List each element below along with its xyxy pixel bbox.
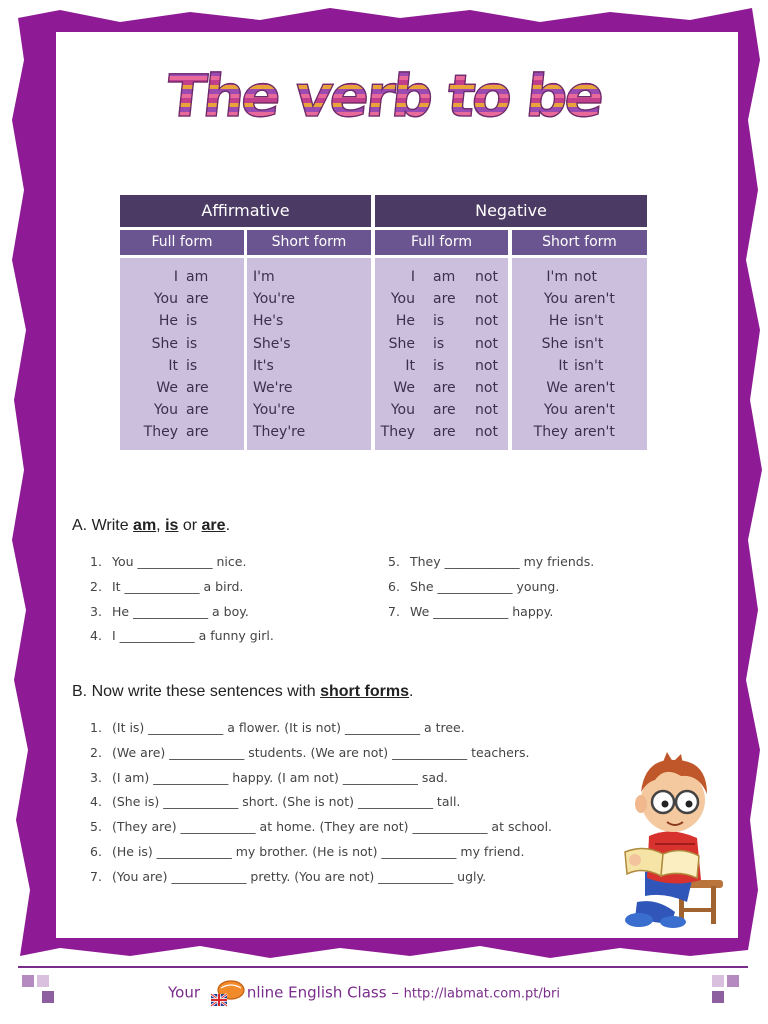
item-number: 4. — [90, 794, 102, 810]
exercise-item — [90, 624, 274, 649]
table-cell: She — [388, 335, 415, 352]
footer-online: nline English Class — [246, 983, 387, 1002]
item-text: We ____________ happy. — [410, 603, 554, 619]
item-number: 4. — [90, 628, 102, 644]
keyword-is: is — [165, 517, 179, 534]
item-number: 6. — [388, 578, 400, 594]
table-cell: is — [433, 313, 445, 330]
neg-short-form-cell — [512, 258, 647, 450]
decorative-square — [712, 975, 724, 987]
exercise-item — [388, 600, 594, 625]
table-cell: You — [543, 402, 568, 419]
exercise-item — [90, 865, 552, 890]
heading-text: B. Now write these sentences with — [72, 683, 321, 700]
table-cell: not — [475, 402, 498, 419]
table-cell: I'm — [253, 269, 275, 285]
affirmative-header: Affirmative — [120, 195, 371, 227]
item-text: (We are) ____________ students. (We are not) ____________ teachers. — [112, 744, 530, 760]
table-cell: not — [475, 424, 498, 441]
item-text: It ____________ a bird. — [112, 578, 244, 594]
item-text: I ____________ a funny girl. — [112, 628, 274, 644]
table-cell: not — [475, 313, 498, 330]
item-number: 6. — [90, 843, 102, 859]
item-number: 5. — [90, 819, 102, 835]
item-number: 1. — [90, 554, 102, 569]
keyword-short-forms: short forms — [320, 683, 410, 700]
table-cell: aren't — [574, 379, 615, 396]
neg-full-form-header: Full form — [375, 230, 508, 255]
footer-your: Your — [168, 983, 201, 1002]
heading-text: or — [178, 517, 202, 534]
item-text: He ____________ a boy. — [112, 603, 249, 619]
table-cell: isn't — [574, 335, 604, 352]
item-text: She ____________ young. — [410, 578, 560, 594]
table-cell: not — [475, 379, 498, 396]
table-cell: not — [475, 269, 498, 285]
exercise-item — [90, 716, 552, 741]
table-cell: are — [433, 379, 456, 396]
section-a-left-list — [90, 550, 274, 649]
table-cell: We — [546, 379, 568, 396]
table-cell: not — [475, 291, 498, 308]
item-text: (You are) ____________ pretty. (You are not) ____________ ugly. — [112, 868, 487, 884]
heading-text: A. Write — [72, 517, 134, 534]
exercise-item — [90, 741, 552, 766]
table-cell: are — [186, 402, 209, 419]
table-cell: aren't — [574, 424, 615, 441]
table-cell: is — [186, 313, 198, 330]
neg-short-pronouns — [512, 266, 568, 444]
table-cell: are — [186, 424, 209, 441]
item-number: 1. — [90, 720, 102, 735]
footer-line — [18, 966, 748, 968]
item-number: 5. — [388, 554, 400, 569]
table-cell: isn't — [574, 357, 604, 374]
item-number: 7. — [90, 868, 102, 884]
globe-logo-icon — [207, 978, 245, 1008]
exercise-item — [388, 575, 594, 600]
item-text: They ____________ my friends. — [410, 554, 595, 569]
table-cell: is — [433, 357, 445, 374]
exercise-item — [90, 575, 274, 600]
item-number: 2. — [90, 744, 102, 760]
table-cell: You're — [253, 402, 296, 419]
item-number: 3. — [90, 769, 102, 785]
exercise-item — [388, 550, 594, 575]
table-cell: It — [405, 357, 415, 374]
table-cell: are — [186, 379, 209, 396]
table-cell: They — [533, 424, 568, 441]
item-text: (She is) ____________ short. (She is not) ____________ tall. — [112, 794, 461, 810]
boy-reading-illustration — [615, 752, 733, 932]
table-cell: are — [433, 291, 456, 308]
exercise-item — [90, 790, 552, 815]
table-cell: You're — [253, 291, 296, 308]
heading-text: , — [156, 517, 166, 534]
table-cell: She — [151, 335, 178, 352]
item-text: (They are) ____________ at home. (They are not) ____________ at school. — [112, 819, 553, 835]
exercise-item — [90, 550, 274, 575]
table-cell: It's — [253, 357, 274, 374]
table-cell: He — [395, 313, 415, 330]
aff-short-form-cell — [247, 258, 371, 450]
neg-short-verbs — [574, 266, 644, 444]
table-cell: You — [543, 291, 568, 308]
table-cell: You — [390, 291, 415, 308]
heading-text: . — [409, 683, 414, 700]
table-cell: are — [433, 424, 456, 441]
table-cell: not — [475, 335, 498, 352]
footer-url-link[interactable]: http://labmat.com.pt/bri — [403, 986, 560, 1002]
decorative-square — [22, 975, 34, 987]
section-b-heading — [72, 683, 413, 701]
page-title: The verb to be — [0, 62, 768, 130]
table-cell: You — [390, 402, 415, 419]
table-cell: He — [548, 313, 568, 330]
table-cell: It — [558, 357, 568, 374]
heading-text: . — [225, 517, 231, 534]
section-a-right-list — [388, 550, 594, 624]
table-cell: It — [168, 357, 178, 374]
keyword-are: are — [201, 517, 226, 534]
neg-full-form-cell — [375, 258, 508, 450]
keyword-am: am — [133, 517, 157, 534]
table-cell: is — [186, 335, 198, 352]
table-cell: We — [156, 379, 178, 396]
section-b-list — [90, 716, 552, 890]
decorative-square — [727, 975, 739, 987]
item-text: (It is) ____________ a flower. (It is not) ____________ a tree. — [112, 720, 465, 735]
table-cell: I — [173, 269, 178, 285]
table-cell: is — [186, 357, 198, 374]
aff-short-forms — [253, 266, 363, 444]
decorative-square — [712, 991, 724, 1003]
item-text: You ____________ nice. — [112, 554, 247, 569]
table-cell: They — [380, 424, 415, 441]
exercise-item — [90, 815, 552, 840]
table-cell: She — [541, 335, 568, 352]
neg-short-form-header: Short form — [512, 230, 647, 255]
verb-table — [120, 195, 647, 450]
table-cell: He's — [253, 313, 284, 330]
table-cell: is — [433, 335, 445, 352]
table-cell: She's — [253, 335, 291, 352]
item-text: (He is) ____________ my brother. (He is not) ____________ my friend. — [112, 843, 525, 859]
decorative-square — [42, 991, 54, 1003]
table-cell: isn't — [574, 313, 604, 330]
neg-full-not — [475, 266, 507, 444]
item-number: 2. — [90, 578, 102, 594]
table-cell: He — [158, 313, 178, 330]
table-cell: I — [410, 269, 415, 285]
footer-dash: – — [386, 983, 404, 1002]
table-cell: They're — [253, 424, 306, 441]
exercise-item — [90, 600, 274, 625]
table-cell: We're — [253, 379, 293, 396]
table-cell: am — [433, 269, 456, 285]
table-cell: am — [186, 269, 209, 285]
aff-short-form-header: Short form — [247, 230, 371, 255]
aff-full-form-header: Full form — [120, 230, 244, 255]
item-number: 7. — [388, 603, 400, 619]
table-cell: aren't — [574, 291, 615, 308]
footer-text — [168, 978, 560, 1008]
item-number: 3. — [90, 603, 102, 619]
section-a-heading — [72, 517, 230, 535]
exercise-item — [90, 840, 552, 865]
table-cell: are — [433, 402, 456, 419]
table-cell: They — [143, 424, 178, 441]
table-cell: aren't — [574, 402, 615, 419]
table-cell: not — [574, 269, 597, 285]
neg-full-pronouns — [375, 266, 415, 444]
table-cell: are — [186, 291, 209, 308]
table-cell: You — [153, 402, 178, 419]
table-cell: I'm — [546, 269, 568, 285]
item-text: (I am) ____________ happy. (I am not) ____________ sad. — [112, 769, 448, 785]
decorative-square — [37, 975, 49, 987]
table-cell: We — [393, 379, 415, 396]
aff-full-pronouns — [120, 266, 178, 444]
negative-header: Negative — [375, 195, 647, 227]
exercise-item — [90, 766, 552, 791]
table-cell: not — [475, 357, 498, 374]
neg-full-verbs — [433, 266, 469, 444]
aff-full-verbs — [186, 266, 236, 444]
table-cell: You — [153, 291, 178, 308]
aff-full-form-cell — [120, 258, 244, 450]
